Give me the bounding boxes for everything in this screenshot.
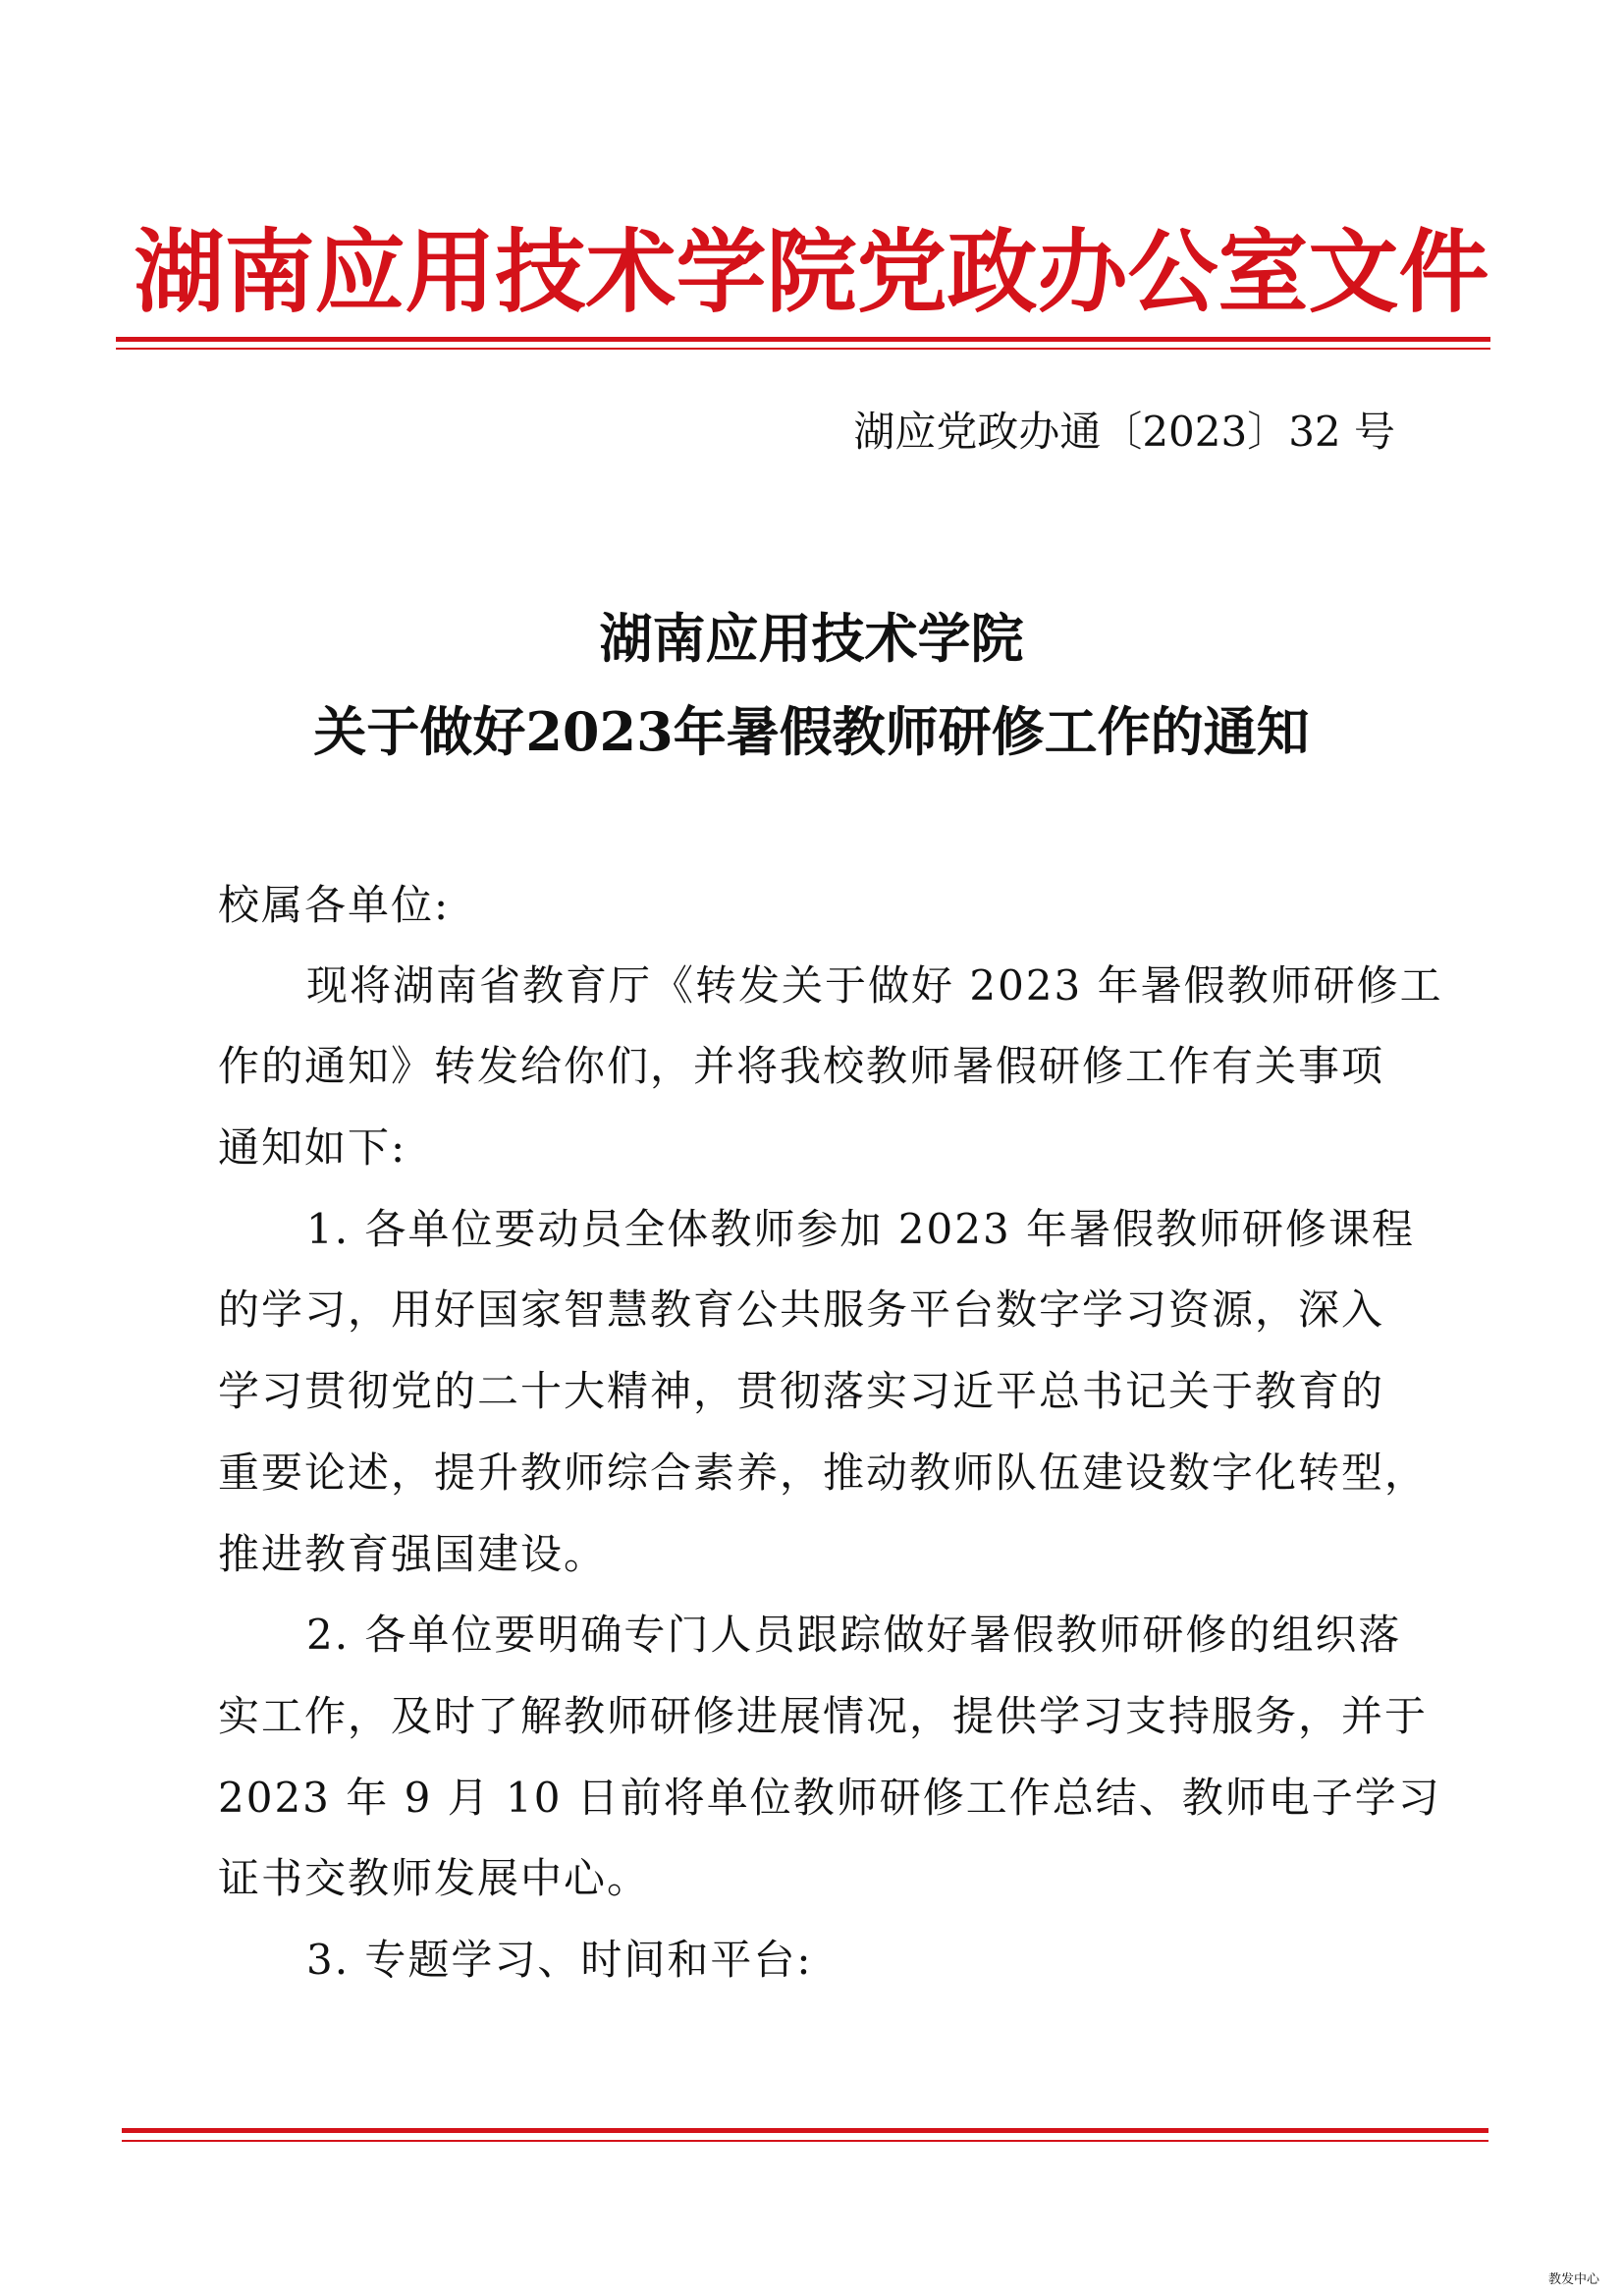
footer-rule-thick [122, 2128, 1488, 2133]
notice-title-line-2: 关于做好2023年暑假教师研修工作的通知 [313, 700, 1310, 763]
header-rule-thin [116, 348, 1490, 350]
paragraph-line: 3. 专题学习、时间和平台: [306, 1936, 813, 1984]
paragraph-line: 的学习，用好国家智慧教育公共服务平台数字学习资源，深入 [218, 1285, 1385, 1334]
paragraph-line: 学习贯彻党的二十大精神，贯彻落实习近平总书记关于教育的 [218, 1367, 1385, 1415]
paragraph-line: 证书交教师发展中心。 [218, 1854, 651, 1902]
paragraph-line: 重要论述，提升教师综合素养，推动教师队伍建设数字化转型， [218, 1449, 1429, 1497]
issuing-office-header: 湖南应用技术学院党政办公室文件 [134, 219, 1489, 325]
footer-rule-thin [122, 2140, 1488, 2142]
paragraph-line: 推进教育强国建设。 [218, 1530, 608, 1578]
paragraph-line: 作的通知》转发给你们，并将我校教师暑假研修工作有关事项 [218, 1042, 1385, 1090]
notice-title-line-1: 湖南应用技术学院 [599, 607, 1024, 670]
salutation: 校属各单位: [218, 881, 451, 929]
paragraph-line: 2. 各单位要明确专门人员跟踪做好暑假教师研修的组织落 [306, 1611, 1402, 1659]
paragraph-line: 实工作，及时了解教师研修进展情况，提供学习支持服务，并于 [218, 1692, 1429, 1740]
paragraph-line: 现将湖南省教育厅《转发关于做好 2023 年暑假教师研修工 [306, 961, 1443, 1010]
document-number: 湖应党政办通〔2023〕32 号 [853, 408, 1395, 456]
header-rule-thick [116, 337, 1490, 342]
paragraph-line: 2023 年 9 月 10 日前将单位教师研修工作总结、教师电子学习 [218, 1774, 1441, 1822]
paragraph-line: 1. 各单位要动员全体教师参加 2023 年暑假教师研修课程 [306, 1205, 1416, 1253]
footer-department-mark: 教发中心 [1547, 2272, 1599, 2287]
paragraph-line: 通知如下: [218, 1123, 407, 1172]
